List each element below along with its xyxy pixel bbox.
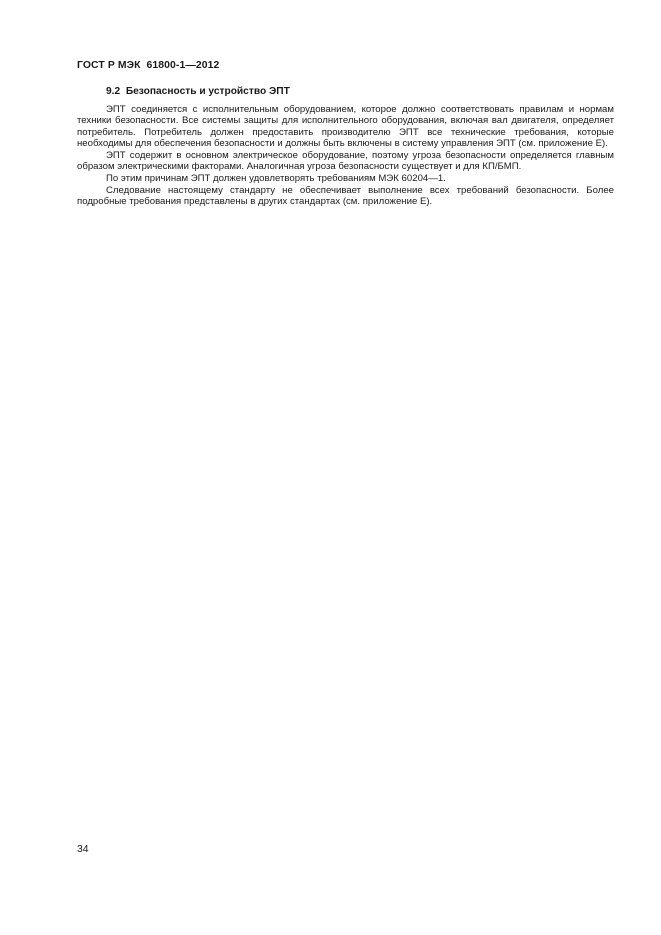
paragraph: По этим причинам ЭПТ должен удовлетворять требованиям МЭК 60204—1.: [106, 173, 446, 185]
page-number: 34: [77, 844, 89, 855]
paragraph: Следование настоящему стандарту не обеспечивает выполнение всех требований безопасности. Более подробные требования представлены в других стандартах (см. приложение Е).: [77, 184, 614, 208]
paragraph: ЭПТ соединяется с исполнительным оборудованием, которое должно соответствовать правилам и нормам техники безопасности. Все системы защиты для исполнительного оборудования, включая вал двигателя, определяет потребитель. Потребитель должен предоставить производителю ЭПТ все технические требования, которые необходимы для обеспечения безопасности и должны быть включены в систему управления ЭПТ (см. приложение Е).: [77, 103, 614, 150]
section-heading: 9.2 Безопасность и устройство ЭПТ: [106, 86, 290, 97]
section-body: [77, 104, 614, 208]
paragraph: ЭПТ содержит в основном электрическое оборудование, поэтому угроза безопасности определяется главным образом электрическими факторами. Аналогичная угроза безопасности существует и для КП/БМП.: [77, 149, 614, 173]
standard-designation: ГОСТ Р МЭК 61800-1—2012: [77, 60, 220, 71]
